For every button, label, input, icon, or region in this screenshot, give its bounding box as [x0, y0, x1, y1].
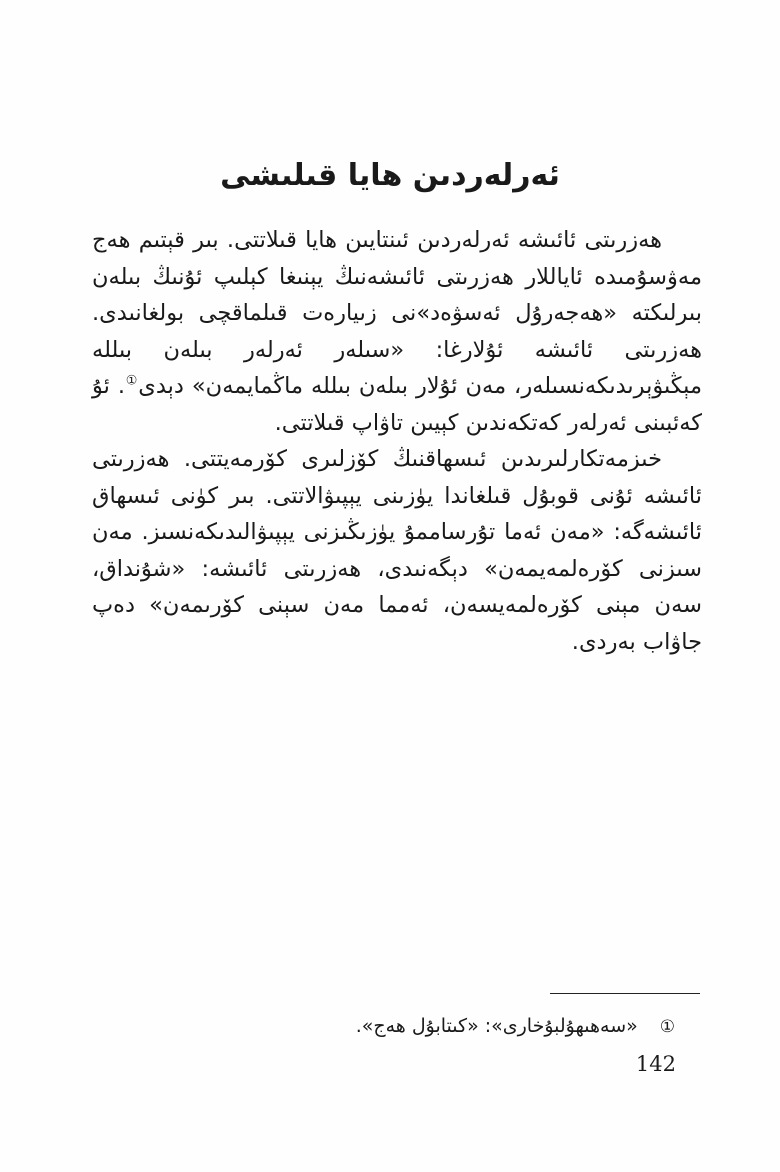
page-number: 142 — [635, 1052, 676, 1076]
paragraph-1-text: ھەزرىتى ئائىشە ئەرلەردىن ئىنتايىن ھايا قىلاتتى. بىر قېتىم ھەج مەۋسۇمىدە ئاياللار ھەزرىتى ئائىشەنىڭ يېنىغا كېلىپ ئۇنىڭ بىلەن بىرلىكتە «ھەجەرۇل ئەسۋەد»نى زىيارەت قىلماقچى بولغانىدى. ھەزرىتى ئائىشە ئۇلارغا: «سىلەر ئەرلەر بىلەن بىللە مېڭىۋېرىدىكەنسىلەر، مەن ئۇلار بىلەن بىللە ماڭمايمەن» دېدى — [92, 227, 703, 399]
paragraph-1-text-continued: . ئۇ كەئبىنى ئەرلەر كەتكەندىن كېيىن تاۋاپ قىلاتتى. — [92, 373, 702, 436]
paragraph-1 — [92, 222, 702, 441]
footnote — [356, 1015, 675, 1037]
footnote-text: «سەھىھۇلبۇخارى»: «كىتابۇل ھەج». — [355, 1015, 638, 1037]
body-text — [92, 222, 702, 660]
paragraph-2: خىزمەتكارلىرىدىن ئىسھاقنىڭ كۆزلىرى كۆرمەيتتى. ھەزرىتى ئائىشە ئۇنى قوبۇل قىلغاندا يۈزىنى يېپىۋالاتتى. بىر كۈنى ئىسھاق ئائىشەگە: «مەن ئەما تۇرساممۇ يۈزىڭىزنى يېپىۋالىدىكەنسىز. مەن سىزنى كۆرەلمەيمەن» دېگەنىدى، ھەزرىتى ئائىشە: «شۇنداق، سەن مېنى كۆرەلمەيسەن، ئەمما مەن سېنى كۆرىمەن» دەپ جاۋاب بەردى. — [92, 446, 702, 655]
footnote-divider — [550, 993, 700, 994]
chapter-title: ئەرلەردىن ھايا قىلىشى — [220, 158, 560, 193]
footnote-reference[interactable]: ① — [125, 373, 139, 389]
footnote-marker: ① — [659, 1017, 675, 1037]
